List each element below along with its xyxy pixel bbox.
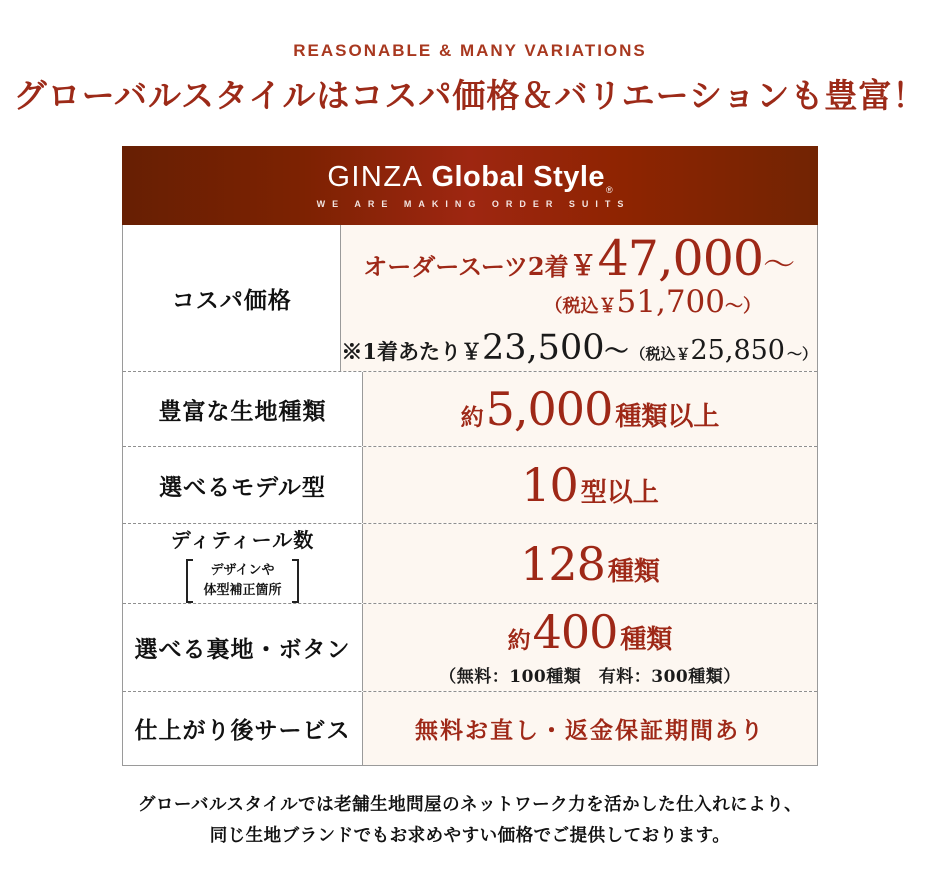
value-prefix: 約 xyxy=(460,404,484,431)
price-per-suit-line xyxy=(341,328,817,369)
row-value-price xyxy=(341,225,817,371)
yen-sign: ￥ xyxy=(569,250,597,282)
brand-logo-ginza: GINZA xyxy=(327,160,424,193)
detail-note-text xyxy=(193,559,291,603)
page-title: グローバルスタイルはコスパ価格＆バリエーションも豊富！ xyxy=(13,76,927,115)
footer-note xyxy=(0,790,940,851)
value-suffix: 種類以上 xyxy=(615,402,720,432)
row-label-models xyxy=(123,447,363,523)
brand-logo-globalstyle: Global Style xyxy=(431,160,606,193)
per-suit-tilde: ～ xyxy=(604,336,629,366)
bracket-left-icon xyxy=(186,559,193,603)
price-prefix: オーダースーツ2着 xyxy=(363,251,569,281)
table-row-linings xyxy=(123,603,817,691)
bracket-right-icon xyxy=(292,559,299,603)
price-main-line xyxy=(363,229,796,287)
footer-line-2: 同じ生地ブランドでもお求めやすい価格でご提供しております。 xyxy=(209,825,731,846)
table-row-price xyxy=(123,225,817,371)
row-label-service xyxy=(123,692,363,765)
row-label-price xyxy=(123,225,341,371)
per-suit-prefix: ※1着あたり￥ xyxy=(341,339,483,365)
row-label-text: ディティール数 xyxy=(170,528,315,552)
table-row-models xyxy=(123,446,817,523)
value-suffix: 種類 xyxy=(620,624,673,655)
brand-logo xyxy=(327,160,613,195)
per-suit-tax-open: （税込￥ xyxy=(630,345,691,364)
per-suit-tax-close: ～） xyxy=(786,345,817,364)
service-value-text: 無料お直し・返金保証期間あり xyxy=(415,717,765,745)
price-tilde: ～ xyxy=(763,244,796,283)
value-suffix: 種類 xyxy=(607,556,660,587)
row-label-text: 豊富な生地種類 xyxy=(158,397,327,425)
value-prefix: 約 xyxy=(507,626,531,654)
row-value-linings xyxy=(363,604,817,691)
row-label-fabrics xyxy=(123,372,363,446)
row-label-details xyxy=(123,524,363,603)
footer-line-1: グローバルスタイルでは老舗生地問屋のネットワーク力を活かした仕入れにより、 xyxy=(137,795,803,816)
linings-sub-note: （無料：100種類 有料：300種類） xyxy=(439,666,741,687)
linings-value-line xyxy=(507,604,673,659)
brand-header xyxy=(122,146,818,225)
value-number: 128 xyxy=(520,536,605,591)
row-label-text: 仕上がり後サービス xyxy=(134,717,351,745)
detail-note-line2: 体型補正箇所 xyxy=(203,583,282,599)
brand-tagline: WE ARE MAKING ORDER SUITS xyxy=(316,198,631,209)
registered-trademark-icon: ® xyxy=(606,184,613,195)
row-label-linings xyxy=(123,604,363,691)
tax-open: （税込￥ xyxy=(544,295,617,317)
eyebrow-text: REASONABLE & MANY VARIATIONS xyxy=(293,41,647,60)
details-value-line xyxy=(520,536,660,591)
table-row-details xyxy=(123,523,817,603)
row-label-text: 選べるモデル型 xyxy=(159,473,326,501)
tax-close: ～） xyxy=(725,295,761,317)
row-value-models xyxy=(363,447,817,523)
detail-note xyxy=(186,559,298,603)
row-value-service xyxy=(363,692,817,765)
models-value-line xyxy=(521,458,659,512)
detail-note-line1: デザインや xyxy=(210,563,275,578)
value-number: 10 xyxy=(521,458,578,512)
spec-table xyxy=(122,225,818,766)
value-suffix: 型以上 xyxy=(580,478,659,508)
table-row-service xyxy=(123,691,817,765)
fabrics-value-line xyxy=(460,382,720,436)
pricing-panel xyxy=(122,146,818,766)
value-number: 400 xyxy=(532,604,618,659)
row-value-fabrics xyxy=(363,372,817,446)
row-label-text: コスパ価格 xyxy=(171,286,292,314)
per-suit-tax-value: 25,850 xyxy=(690,335,785,367)
tax-value: 51,700 xyxy=(616,283,725,320)
price-tax-line xyxy=(341,285,817,321)
value-number: 5,000 xyxy=(485,382,613,436)
table-row-fabrics xyxy=(123,371,817,446)
row-label-text: 選べる裏地・ボタン xyxy=(134,636,351,664)
per-suit-value: 23,500 xyxy=(482,328,605,369)
price-value: 47,000 xyxy=(597,229,764,287)
row-value-details xyxy=(363,524,817,603)
